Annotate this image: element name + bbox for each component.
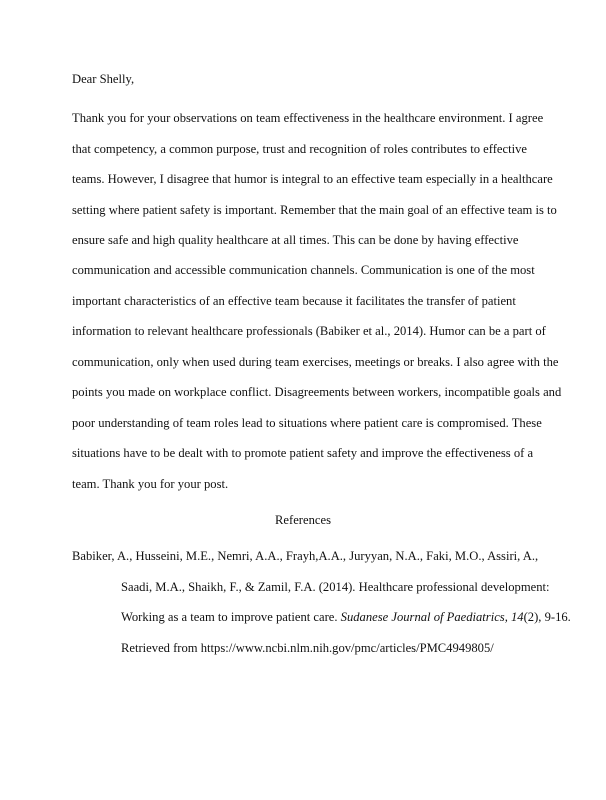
body-line: communication and accessible communication channels. Communication is one of the most <box>72 263 535 277</box>
body-line: teams. However, I disagree that humor is integral to an effective team especially in a healthcare <box>72 172 553 186</box>
body-line: Thank you for your observations on team effectiveness in the healthcare environment. I agree <box>72 111 544 125</box>
references-heading: References <box>275 513 331 527</box>
reference-line: Saadi, M.A., Shaikh, F., & Zamil, F.A. (2014). Healthcare professional development: <box>121 580 550 594</box>
reference-url: Retrieved from https://www.ncbi.nlm.nih.gov/pmc/articles/PMC4949805/ <box>121 641 494 655</box>
reference-text: Working as a team to improve patient care. <box>121 610 341 624</box>
body-line: poor understanding of team roles lead to situations where patient care is compromised. These <box>72 416 542 430</box>
reference-line: Babiker, A., Husseini, M.E., Nemri, A.A., Frayh,A.A., Juryyan, N.A., Faki, M.O., Assiri, A., <box>72 549 539 563</box>
body-line: ensure safe and high quality healthcare at all times. This can be done by having effective <box>72 233 519 247</box>
body-line: situations have to be dealt with to promote patient safety and improve the effectiveness of a <box>72 446 534 460</box>
salutation: Dear Shelly, <box>72 72 135 86</box>
body-line: team. Thank you for your post. <box>72 477 229 491</box>
journal-title: Sudanese Journal of Paediatrics, 14 <box>340 610 524 624</box>
body-line: information to relevant healthcare professionals (Babiker et al., 2014). Humor can be a part of <box>72 324 546 338</box>
reference-line <box>121 609 571 625</box>
body-line: communication, only when used during team exercises, meetings or breaks. I also agree with the <box>72 355 559 369</box>
body-line: setting where patient safety is important. Remember that the main goal of an effective team is to <box>72 203 557 217</box>
body-line: important characteristics of an effective team because it facilitates the transfer of patient <box>72 294 516 308</box>
body-line: that competency, a common purpose, trust and recognition of roles contributes to effective <box>72 142 527 156</box>
reference-text: (2), 9-16. <box>523 610 571 624</box>
body-line: points you made on workplace conflict. Disagreements between workers, incompatible goals and <box>72 385 562 399</box>
